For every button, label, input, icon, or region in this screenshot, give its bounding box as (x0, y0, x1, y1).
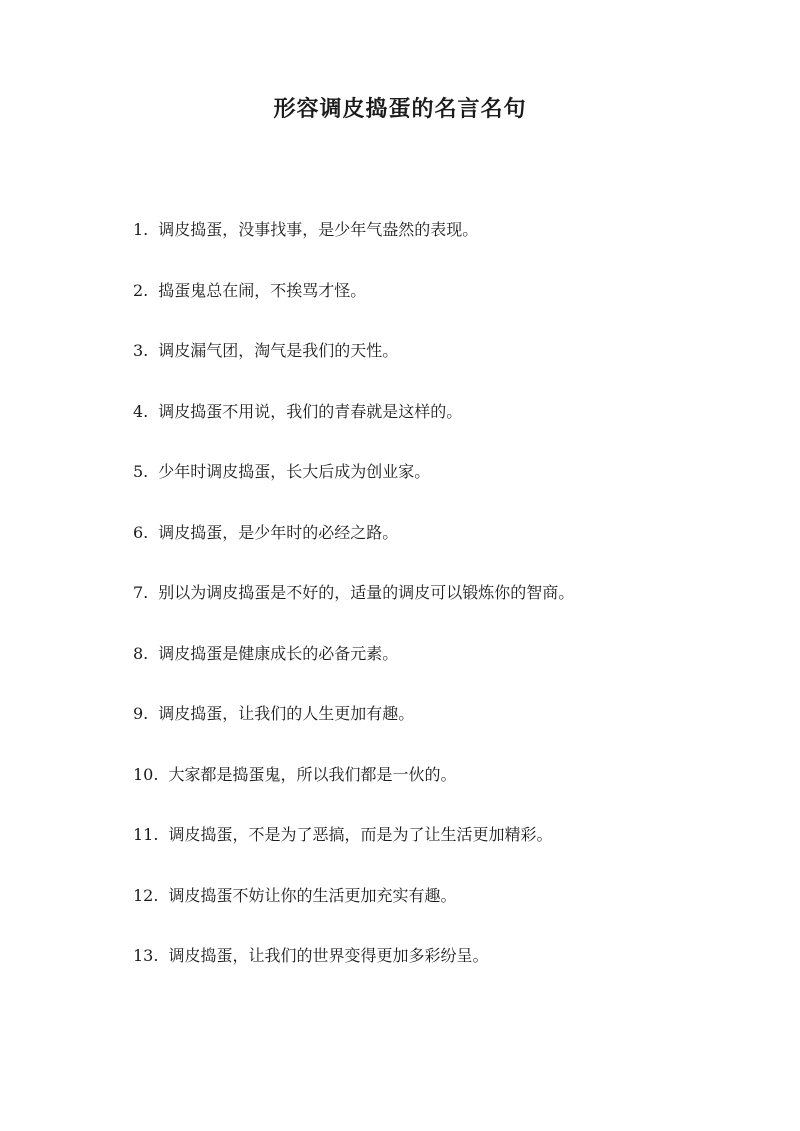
item-number: 13. (133, 946, 159, 965)
list-item (133, 698, 753, 729)
item-number: 7. (133, 583, 149, 602)
item-text: 调皮捣蛋，没事找事，是少年气盎然的表现。 (158, 220, 479, 239)
page-title: 形容调皮捣蛋的名言名句 (273, 96, 527, 122)
list-item (133, 638, 753, 669)
item-text: 调皮捣蛋不妨让你的生活更加充实有趣。 (168, 885, 457, 905)
list-item (133, 396, 753, 427)
item-text: 调皮捣蛋不用说，我们的青春就是这样的。 (158, 401, 463, 421)
item-number: 10. (133, 764, 159, 784)
item-number: 5. (133, 462, 149, 481)
item-text: 调皮捣蛋，让我们的世界变得更加多彩纷呈。 (168, 946, 489, 965)
item-number: 9. (133, 704, 149, 723)
item-number: 1. (133, 220, 149, 239)
item-number: 4. (133, 401, 149, 421)
item-text: 调皮捣蛋，让我们的人生更加有趣。 (158, 704, 415, 723)
item-number: 11. (133, 825, 159, 844)
list-item (133, 517, 753, 548)
item-number: 12. (133, 885, 159, 905)
item-text: 少年时调皮捣蛋，长大后成为创业家。 (158, 462, 431, 481)
item-text: 调皮捣蛋，是少年时的必经之路。 (158, 522, 399, 542)
item-number: 2. (133, 280, 149, 300)
list-item (133, 214, 753, 245)
list-item (133, 577, 753, 608)
list-item (133, 940, 753, 971)
list-item (133, 335, 753, 366)
item-text: 调皮漏气团，淘气是我们的天性。 (158, 341, 399, 360)
item-number: 8. (133, 643, 149, 663)
list-item (133, 819, 753, 850)
quote-list (133, 214, 753, 1001)
list-item (133, 880, 753, 911)
item-text: 调皮捣蛋是健康成长的必备元素。 (158, 643, 399, 663)
item-text: 大家都是捣蛋鬼，所以我们都是一伙的。 (168, 764, 457, 784)
item-text: 别以为调皮捣蛋是不好的，适量的调皮可以锻炼你的智商。 (158, 583, 575, 602)
list-item (133, 275, 753, 306)
list-item (133, 456, 753, 487)
item-number: 6. (133, 522, 149, 542)
item-text: 捣蛋鬼总在闹，不挨骂才怪。 (158, 280, 367, 300)
item-number: 3. (133, 341, 149, 360)
list-item (133, 759, 753, 790)
item-text: 调皮捣蛋，不是为了恶搞，而是为了让生活更加精彩。 (168, 825, 553, 844)
